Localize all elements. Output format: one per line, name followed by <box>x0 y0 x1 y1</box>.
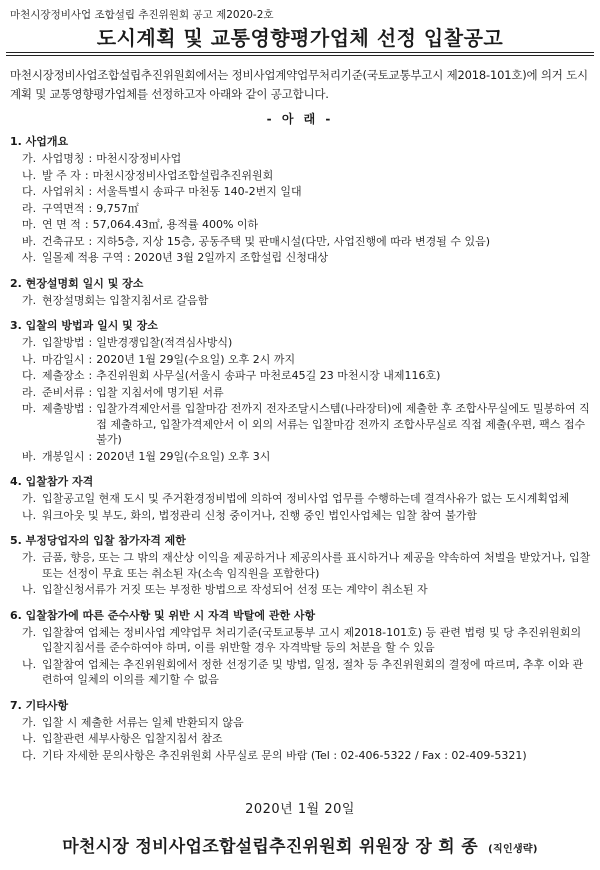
item-value: 마천시장정비사업조합설립추진위원회 <box>92 168 274 182</box>
list-item <box>10 550 592 581</box>
list-item <box>10 625 592 656</box>
item-colon: : <box>88 402 93 415</box>
section <box>10 133 592 266</box>
list-item <box>10 201 592 217</box>
section-separator: - 아 래 - <box>266 112 334 126</box>
list-item <box>10 731 592 747</box>
signature-line <box>0 832 600 857</box>
item-label: 마감일시 <box>42 352 85 366</box>
item-prefix: 마. <box>22 218 37 231</box>
item-label: 개봉일시 <box>42 449 85 463</box>
item-text: 워크아웃 및 부도, 화의, 법정관리 신청 중이거나, 진행 중인 법인사업체는 입찰 참여 불가함 <box>42 508 477 522</box>
item-label: 입찰방법 <box>42 336 85 349</box>
item-text: 입찰 시 제출한 서류는 일체 반환되지 않음 <box>42 715 244 729</box>
list-item <box>10 385 592 401</box>
list-item <box>10 184 592 200</box>
item-colon: : <box>88 201 93 215</box>
item-text: 입찰참여 업체는 추진위원회에서 정한 선정기준 및 방법, 일정, 절차 등 추진위원회의 결정에 따르며, 추후 이와 관련하여 일체의 이의를 제기할 수 없음 <box>42 657 584 686</box>
seal-note: (직인생략) <box>488 844 538 855</box>
section-title: 6. 입찰참가에 따른 준수사항 및 위반 시 자격 박탈에 관한 사항 <box>10 608 316 622</box>
item-label: 구역면적 <box>42 201 85 215</box>
item-value: 서울특별시 송파구 마천동 140-2번지 일대 <box>96 185 302 198</box>
section-title: 7. 기타사항 <box>10 698 69 712</box>
item-prefix: 가. <box>22 715 37 729</box>
list-item <box>10 217 592 233</box>
item-value: 지하5층, 지상 15층, 공동주택 및 판매시설(다만, 사업진행에 따라 변경될 수 있음) <box>96 234 491 248</box>
item-label: 발 주 자 <box>42 168 81 182</box>
item-text: 입찰공고일 현재 도시 및 주거환경정비법에 의하여 정비사업 업무를 수행하는데 결격사유가 없는 도시계획업체 <box>42 492 570 505</box>
item-value: 2020년 1월 29일(수요일) 오후 3시 <box>96 449 271 463</box>
item-label: 사업명칭 <box>42 152 85 165</box>
section <box>10 473 592 523</box>
item-text: 기타 자세한 문의사항은 추진위원회 사무실로 문의 바람 (Tel : 02-406-5322 / Fax : 02-409-5321) <box>42 748 527 762</box>
item-prefix: 나. <box>22 352 37 366</box>
item-value: 마천시장정비사업 <box>96 152 182 165</box>
item-colon: : <box>84 218 89 231</box>
title-divider-bottom <box>6 55 594 56</box>
item-label: 사업위치 <box>42 185 85 198</box>
item-text: 현장설명회는 입찰지침서로 갈음함 <box>42 293 209 307</box>
item-colon: : <box>88 336 93 349</box>
item-prefix: 바. <box>22 449 37 463</box>
section-title: 5. 부정당업자의 입찰 참가자격 제한 <box>10 534 186 547</box>
section <box>10 532 592 598</box>
item-prefix: 가. <box>22 551 37 564</box>
item-prefix: 다. <box>22 185 37 198</box>
item-value: 일반경쟁입찰(적격심사방식) <box>96 336 233 349</box>
item-colon: : <box>84 168 89 182</box>
item-prefix: 마. <box>22 402 37 415</box>
item-colon: : <box>88 449 93 463</box>
item-value: 9,757㎡ <box>96 201 139 215</box>
list-item <box>10 715 592 731</box>
list-item <box>10 582 592 598</box>
list-item <box>10 335 592 351</box>
item-value: 추진위원회 사무실(서울시 송파구 마천로45길 23 마천시장 내제116호) <box>96 369 441 382</box>
item-colon: : <box>88 152 93 165</box>
item-prefix: 나. <box>22 583 37 596</box>
list-item <box>10 352 592 368</box>
notice-body <box>10 133 592 772</box>
item-prefix: 나. <box>22 508 37 522</box>
item-prefix: 가. <box>22 492 37 505</box>
item-text: 금품, 향응, 또는 그 밖의 재산상 이익을 제공하거나 제공의사를 표시하거나 제공을 약속하여 처벌을 받았거나, 입찰 또는 선정이 무효 또는 취소된 자(소속 임직원을 포함한다) <box>42 551 591 580</box>
item-value: 2020년 1월 29일(수요일) 오후 2시 까지 <box>96 352 296 366</box>
title-divider-top <box>6 52 594 53</box>
item-colon: : <box>88 185 93 198</box>
item-prefix: 가. <box>22 293 37 307</box>
list-item <box>10 748 592 764</box>
notice-number: 마천시장정비사업 조합설립 추진위원회 공고 제2020-2호 <box>10 9 274 21</box>
item-label: 제출방법 <box>42 402 85 415</box>
item-prefix: 사. <box>22 251 37 264</box>
item-prefix: 나. <box>22 732 37 745</box>
section <box>10 317 592 464</box>
item-label: 건축규모 <box>42 234 85 248</box>
item-text: 입찰신청서류가 거짓 또는 부정한 방법으로 작성되어 선정 또는 계약이 취소된 자 <box>42 583 428 596</box>
item-prefix: 라. <box>22 385 37 399</box>
section-title: 2. 현장설명회 일시 및 장소 <box>10 276 144 290</box>
item-colon: : <box>88 385 93 399</box>
section <box>10 697 592 764</box>
item-colon: : <box>88 369 93 382</box>
item-prefix: 라. <box>22 201 37 215</box>
section <box>10 607 592 688</box>
list-item <box>10 250 592 266</box>
section <box>10 275 592 309</box>
item-prefix: 다. <box>22 748 37 762</box>
section-title: 1. 사업개요 <box>10 135 69 148</box>
section-title: 4. 입찰참가 자격 <box>10 475 94 488</box>
list-item <box>10 151 592 167</box>
item-prefix: 나. <box>22 657 37 671</box>
item-value: 입찰가격제안서를 입찰마감 전까지 전자조달시스템(나라장터)에 제출한 후 조합사무실에도 밀봉하여 직접 제출하고, 입찰가격제안서 이 외의 서류는 입찰마감 전까지 조합사무실로 직접 제출(우편, 팩스 접수 불가) <box>96 402 590 446</box>
list-item <box>10 234 592 250</box>
item-prefix: 나. <box>22 168 37 182</box>
item-prefix: 다. <box>22 369 37 382</box>
list-item <box>10 508 592 524</box>
section-title: 3. 입찰의 방법과 일시 및 장소 <box>10 319 158 332</box>
list-item <box>10 368 592 384</box>
notice-date: 2020년 1월 20일 <box>245 802 355 817</box>
list-item <box>10 657 592 688</box>
list-item <box>10 401 592 448</box>
page-title: 도시계획 및 교통영향평가업체 선정 입찰공고 <box>96 26 504 50</box>
item-text: 입찰관련 세부사항은 입찰지침서 참조 <box>42 732 223 745</box>
item-label: 연 면 적 <box>42 218 81 231</box>
list-item <box>10 491 592 507</box>
item-value: 57,064.43㎡, 용적률 400% 이하 <box>92 218 259 231</box>
item-value: 입찰 지침서에 명기된 서류 <box>96 385 224 399</box>
signature-text: 마천시장 정비사업조합설립추진위원회 위원장 장 희 종 <box>62 837 478 857</box>
item-colon: : <box>88 234 93 248</box>
item-text: 입찰참여 업체는 정비사업 계약업무 처리기준(국토교통부 고시 제2018-101호) 등 관련 법령 및 당 추진위원회의 입찰지침서를 준수하여야 하며, 이를 위반할 경우 자격박탈 등의 처분을 할 수 있음 <box>42 625 582 654</box>
list-item <box>10 293 592 309</box>
intro-paragraph: 마천시장정비사업조합설립추진위원회에서는 정비사업계약업무처리기준(국토교통부고시 제2018-101호)에 의거 도시계획 및 교통영향평가업체를 선정하고자 아래와 같이 공고합니다. <box>10 68 588 101</box>
item-prefix: 가. <box>22 336 37 349</box>
item-label: 준비서류 <box>42 385 85 399</box>
item-label: 제출장소 <box>42 369 85 382</box>
item-prefix: 가. <box>22 625 37 639</box>
item-prefix: 바. <box>22 234 37 248</box>
item-prefix: 가. <box>22 152 37 165</box>
list-item <box>10 168 592 184</box>
item-colon: : <box>88 352 93 366</box>
item-text: 일몰제 적용 구역 : 2020년 3월 2일까지 조합설립 신청대상 <box>42 251 329 264</box>
list-item <box>10 449 592 465</box>
